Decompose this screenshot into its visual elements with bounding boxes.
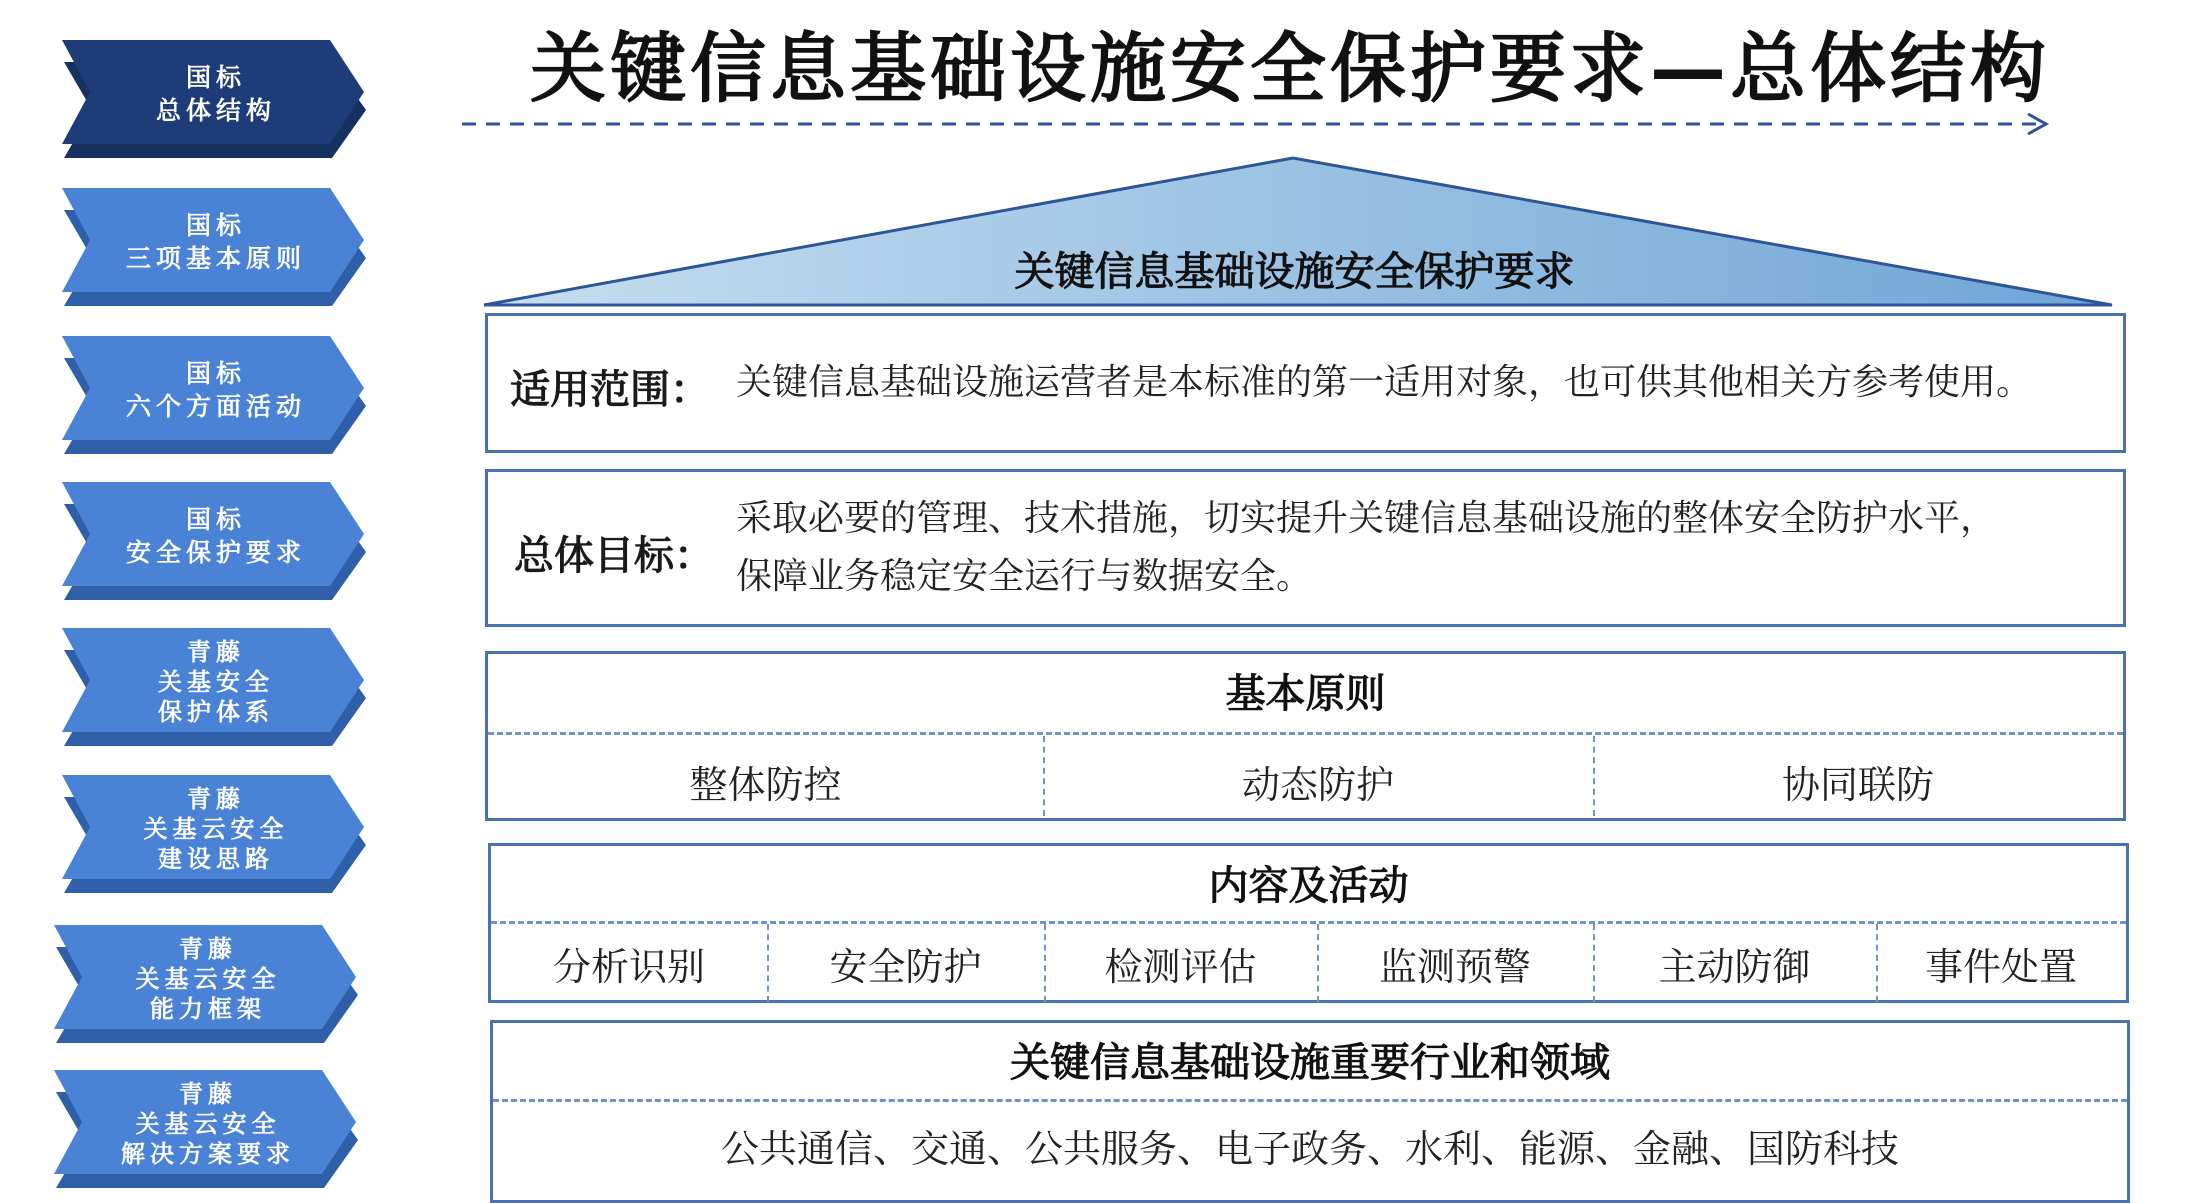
goal-label: 总体目标：	[514, 533, 714, 579]
sidebar-item-label-line: 青藤	[179, 935, 237, 963]
sidebar-item-label-line: 建设思路	[158, 845, 274, 873]
sidebar-item-label-line: 安全保护要求	[125, 538, 306, 567]
sidebar-item-label-line: 总体结构	[155, 96, 276, 125]
sidebar-item-cloud-solution[interactable]	[54, 1070, 364, 1190]
activities-heading: 内容及活动	[1208, 863, 1409, 909]
principle-item: 整体防控	[689, 763, 842, 807]
sidebar-item-label-line: 青藤	[187, 785, 245, 813]
activity-item: 监测预警	[1378, 945, 1531, 989]
sectors-box	[490, 1020, 2130, 1203]
activity-item: 检测评估	[1104, 945, 1257, 989]
sidebar-item-protection-requirements[interactable]	[62, 482, 372, 602]
sidebar-item-label	[74, 925, 342, 1033]
activity-item: 安全防护	[829, 945, 982, 989]
sidebar-item-label-line: 国标	[185, 63, 246, 92]
sidebar-item-label	[82, 188, 350, 296]
sidebar-item-label-line: 关基云安全	[135, 1110, 281, 1138]
sidebar-item-label-line: 关基云安全	[143, 815, 289, 843]
goal-text-line-1: 采取必要的管理、技术措施，切实提升关键信息基础设施的整体安全防护水平，	[736, 498, 1997, 539]
roof-label: 关键信息基础设施安全保护要求	[1014, 249, 1575, 295]
sidebar-item-protection-system[interactable]	[62, 628, 372, 748]
principles-divider	[488, 732, 2123, 735]
sidebar-item-overall-structure[interactable]	[62, 40, 372, 160]
sidebar-item-label-line: 关基安全	[158, 668, 274, 696]
sidebar-item-label-line: 国标	[185, 359, 246, 388]
sidebar-item-three-principles[interactable]	[62, 188, 372, 308]
activities-divider	[491, 921, 2126, 924]
activity-item: 分析识别	[552, 945, 705, 989]
goal-text-line-2: 保障业务稳定安全运行与数据安全。	[736, 556, 1313, 597]
activities-box	[488, 843, 2129, 1003]
sidebar-item-label	[82, 336, 350, 444]
sidebar-item-label-line: 能力框架	[150, 995, 266, 1023]
sidebar-nav	[0, 0, 400, 1199]
sidebar-item-label-line: 国标	[185, 505, 246, 534]
sidebar-item-label-line: 保护体系	[158, 698, 274, 726]
principles-box	[485, 651, 2126, 821]
sidebar-item-label-line: 解决方案要求	[121, 1140, 295, 1168]
page-title: 关键信息基础设施安全保护要求—总体结构	[530, 24, 2050, 113]
sidebar-item-cloud-capability[interactable]	[54, 925, 364, 1045]
sectors-heading: 关键信息基础设施重要行业和领域	[1010, 1040, 1610, 1086]
sidebar-item-label	[74, 1070, 342, 1178]
scope-text: 关键信息基础设施运营者是本标准的第一适用对象，也可供其他相关方参考使用。	[736, 362, 2033, 403]
principle-item: 协同联防	[1781, 763, 1934, 807]
sidebar-item-label-line: 青藤	[187, 638, 245, 666]
scope-label: 适用范围：	[510, 367, 710, 413]
sidebar-item-label-line: 青藤	[179, 1080, 237, 1108]
title-underline-arrow	[460, 110, 2060, 140]
activity-item: 主动防御	[1658, 945, 1811, 989]
sectors-text: 公共通信、交通、公共服务、电子政务、水利、能源、金融、国防科技	[720, 1127, 1899, 1171]
sidebar-item-label	[82, 775, 350, 883]
principle-item: 动态防护	[1241, 763, 1394, 807]
goal-box	[485, 469, 2126, 627]
sidebar-item-label-line: 六个方面活动	[125, 392, 306, 421]
sidebar-item-label-line: 国标	[185, 211, 246, 240]
sidebar-item-six-activities[interactable]	[62, 336, 372, 456]
activity-item: 事件处置	[1924, 945, 2077, 989]
sidebar-item-label	[82, 628, 350, 736]
scope-box	[485, 313, 2126, 453]
sidebar-item-label	[82, 40, 350, 148]
sidebar-item-cloud-construction[interactable]	[62, 775, 372, 895]
principles-heading: 基本原则	[1225, 671, 1386, 717]
sidebar-item-label	[82, 482, 350, 590]
sidebar-item-label-line: 关基云安全	[135, 965, 281, 993]
sidebar-item-label-line: 三项基本原则	[125, 244, 306, 273]
sectors-divider	[493, 1099, 2127, 1102]
